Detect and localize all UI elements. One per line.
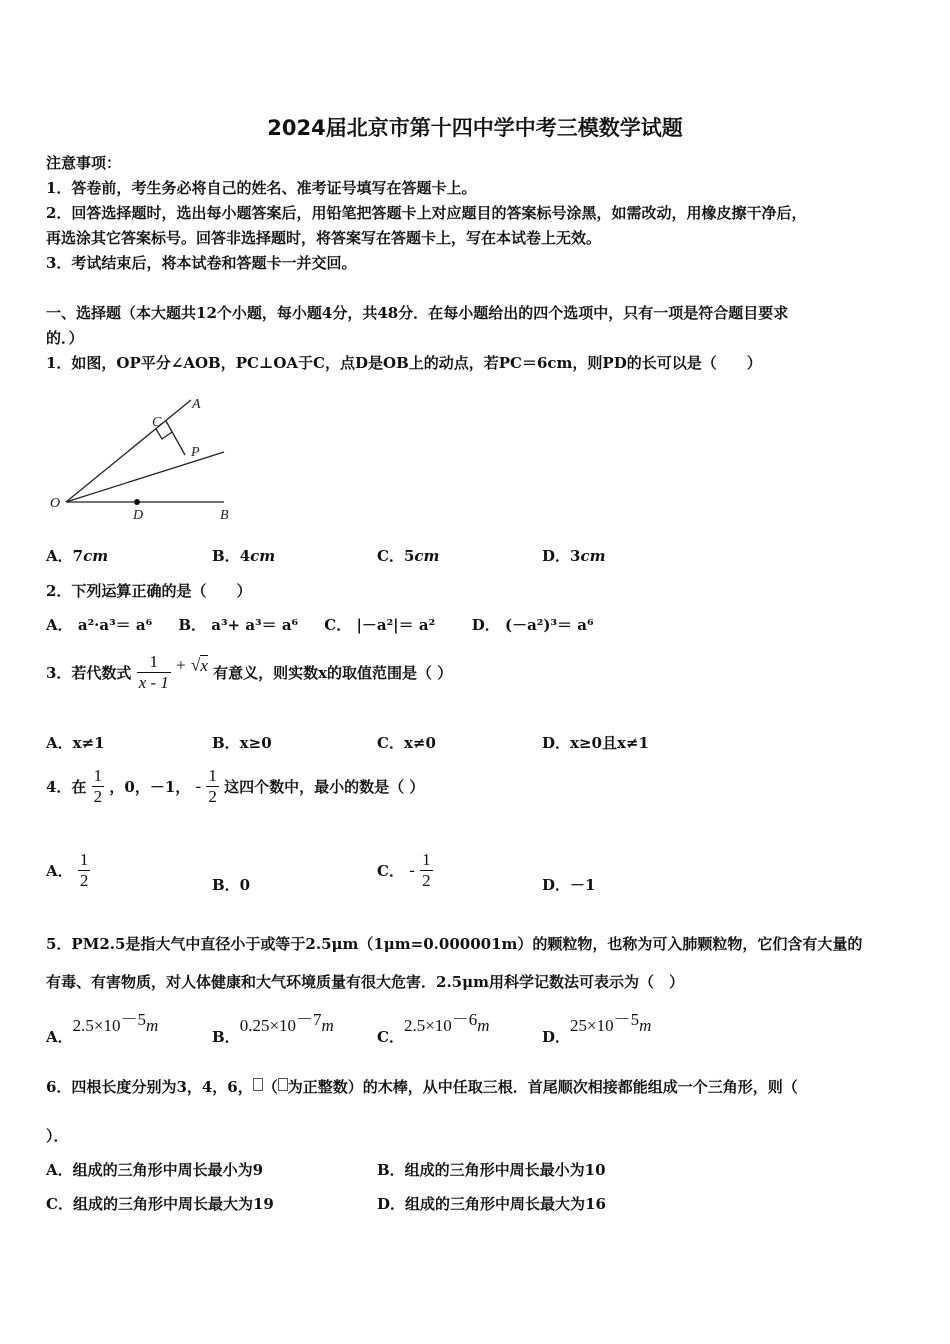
note-item: 1．答卷前，考生务必将自己的姓名、准考证号填写在答题卡上。 [46,179,477,197]
q3-option-d: D．x≥0且x≠1 [542,734,649,752]
q6-stem-line2: ）． [46,1127,69,1145]
right-angle-mark [156,429,172,439]
label-d: D [133,508,144,523]
q2-options: A． a²·a³＝ a⁶ B． a³+ a³＝ a⁶ C． |－a²|＝ a² D． (－a²)³＝ a⁶ [46,616,594,634]
q6-option-a: A．组成的三角形中周长最小为9 [46,1161,264,1179]
q6-option-c: C．组成的三角形中周长最大为19 [46,1195,274,1213]
label-b: B [220,508,229,523]
q4-stem: 4．在 $\frac{1}{2}$ ，0，－1， - $\frac{1}{2}$ 这四个数中，最小的数是（ ） [46,766,425,806]
q3-stem: 3．若代数式 $\frac{1}{x - 1}$ + √x 有意义，则实数x的取值范围是（ ） [46,652,453,692]
q2-stem: 2．下列运算正确的是（ ） [46,582,252,600]
section-heading-line2: 的．） [46,329,84,347]
q5-option-a: A．$2.5\times 10^{-5}m$ [46,1010,159,1046]
note-item: 3．考试结束后，将本试卷和答题卡一并交回。 [46,254,357,272]
notes-heading: 注意事项： [46,154,122,172]
q1-option-b: B．4cm [212,547,276,565]
q6-option-b: B．组成的三角形中周长最小为10 [377,1161,606,1179]
q6-stem-line1: 6．四根长度分别为3，4，6， （ 为正整数）的木棒，从中任取三根．首尾顺次相接都能组成一个三角形，则（ [46,1078,798,1096]
q1-figure [44,388,244,523]
ray-op [66,452,224,502]
q3-option-b: B．x≥0 [212,734,272,752]
missing-glyph-icon [278,1078,288,1091]
q4-option-a: A． $\frac{1}{2}$ [46,850,89,890]
q5-stem-line2: 有毒、有害物质，对人体健康和大气环境质量有很大危害．2.5μm用科学记数法可表示为（ ） [46,973,684,991]
q1-option-d: D．3cm [542,547,606,565]
segment-pc [166,421,185,455]
q4-option-d: D．－1 [542,876,596,894]
label-o: O [50,496,61,511]
q3-option-c: C．x≠0 [377,734,436,752]
q1-option-c: C．5cm [377,547,440,565]
q1-option-a: A．7cm [46,547,109,565]
q5-option-d: D．$25\times 10^{-5}m$ [542,1010,652,1046]
q6-option-d: D．组成的三角形中周长最大为16 [377,1195,606,1213]
missing-glyph-icon [253,1078,263,1091]
ray-oa [66,400,191,502]
label-p: P [191,445,200,460]
q1-stem: 1．如图，OP平分∠AOB，PC⊥OA于C，点D是OB上的动点，若PC＝6cm，则PD的长可以是（ ） [46,354,762,372]
page-title: 2024届北京市第十四中学中考三模数学试题 [267,116,683,140]
q3-option-a: A．x≠1 [46,734,105,752]
label-c: C [152,415,162,430]
q4-option-c: C． - $\frac{1}{2}$ [377,850,431,890]
note-item: 2．回答选择题时，选出每小题答案后，用铅笔把答题卡上对应题目的答案标号涂黑，如需改动，用橡皮擦干净后， [46,204,807,222]
q4-option-b: B．0 [212,876,251,894]
point-d [134,499,140,505]
q5-option-c: C．$2.5\times 10^{-6}m$ [377,1010,490,1046]
note-item: 再选涂其它答案标号。回答非选择题时，将答案写在答题卡上，写在本试卷上无效。 [46,229,602,247]
q5-stem-line1: 5．PM2.5是指大气中直径小于或等于2.5μm（1μm=0.000001m）的颗粒物，也称为可入肺颗粒物，它们含有大量的 [46,935,863,953]
q5-option-b: B．$0.25\times 10^{-7}m$ [212,1010,334,1046]
label-a: A [192,397,201,412]
section-heading-line1: 一、选择题（本大题共12个小题，每小题4分，共48分．在每小题给出的四个选项中，只有一项是符合题目要求 [46,304,789,322]
